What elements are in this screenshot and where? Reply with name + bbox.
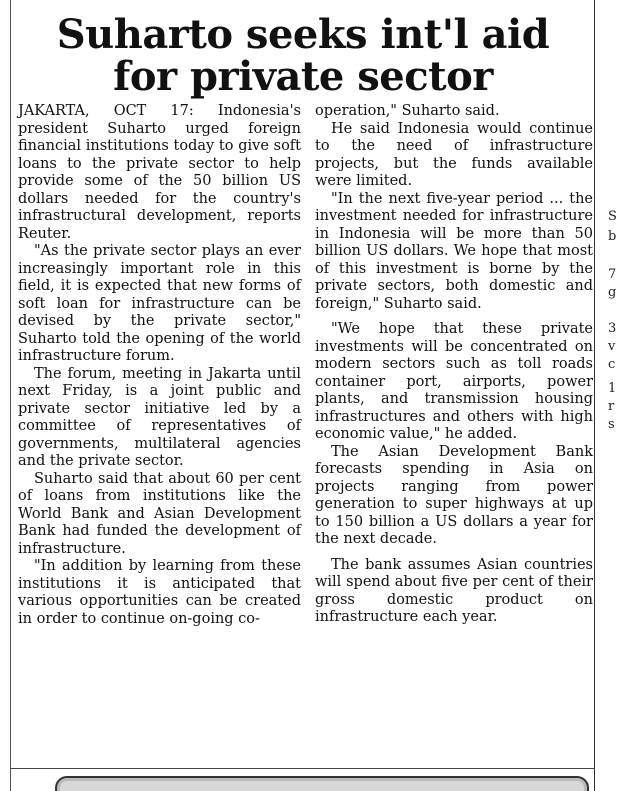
article-paragraph: "We hope that these private investments will be concentrated on modern sectors such as toll roads container port, airports, power plants, and transmission housing infrastructures and others with high economic value," he added. (315, 321, 593, 442)
headline (14, 11, 592, 100)
adjacent-fragment: r (608, 399, 615, 414)
article-column-left (18, 103, 301, 628)
bottom-rule (10, 768, 595, 769)
adjacent-fragment: 1 (608, 381, 617, 396)
adjacent-fragment: c (608, 357, 616, 372)
article-column-right (315, 103, 593, 627)
adjacent-fragment: s (608, 417, 615, 432)
adjacent-fragment: S (608, 209, 617, 224)
article-paragraph: The forum, meeting in Jakarta until next Friday, is a joint public and private sector initiative led by a committee of representatives of governments, multilateral agencies and the private sector. (18, 365, 301, 469)
article-paragraph: The bank assumes Asian countries will spend about five per cent of their gross domestic product on infrastructure each year. (315, 556, 593, 625)
article-paragraph: Suharto said that about 60 per cent of loans from institutions like the World Bank and Asian Development Bank had funded the development of infrastructure. (18, 470, 301, 557)
headline-line-1: Suharto seeks int'l aid (56, 11, 550, 58)
headline-line-2: for private sector (113, 53, 493, 100)
adjacent-fragment: b (608, 229, 617, 244)
adjacent-fragment: v (608, 339, 616, 354)
article-paragraph: "As the private sector plays an ever increasingly important role in this field, it is expected that new forms of soft loan for infrastructure can be devised by the private sector," Suharto told the opening of the world infrastructure forum. (18, 243, 301, 364)
adjacent-fragment: 3 (608, 321, 617, 336)
article-paragraph: JAKARTA, OCT 17: Indonesia's president Suharto urged foreign financial institutions today to give soft loans to the private sector to help provide some of the 50 billion US dollars needed for the country's infrastructural development, reports Reuter. (18, 103, 301, 242)
next-article-box-edge (55, 776, 589, 791)
article-paragraph: "In addition by learning from these institutions it is anticipated that various opportunities can be created in order to continue on-going co- (18, 558, 301, 627)
left-column-rule (10, 0, 11, 791)
adjacent-fragment: g (608, 285, 617, 300)
adjacent-fragment: 7 (608, 267, 617, 282)
article-paragraph: He said Indonesia would continue to the need of infrastructure projects, but the funds available were limited. (315, 120, 593, 189)
dateline: JAKARTA, OCT 17: (18, 103, 194, 119)
article-paragraph: The Asian Development Bank forecasts spending in Asia on projects ranging from power generation to super highways at up to 150 billion a US dollars a year for the next decade. (315, 443, 593, 547)
article-paragraph: "In the next five-year period ... the investment needed for infrastructure in Indonesia will be more than 50 billion US dollars. We hope that most of this investment is borne by the private sectors, both domestic and foreign," Suharto said. (315, 190, 593, 312)
right-column-rule (594, 0, 595, 791)
article-paragraph-continuation: operation," Suharto said. (315, 103, 500, 119)
